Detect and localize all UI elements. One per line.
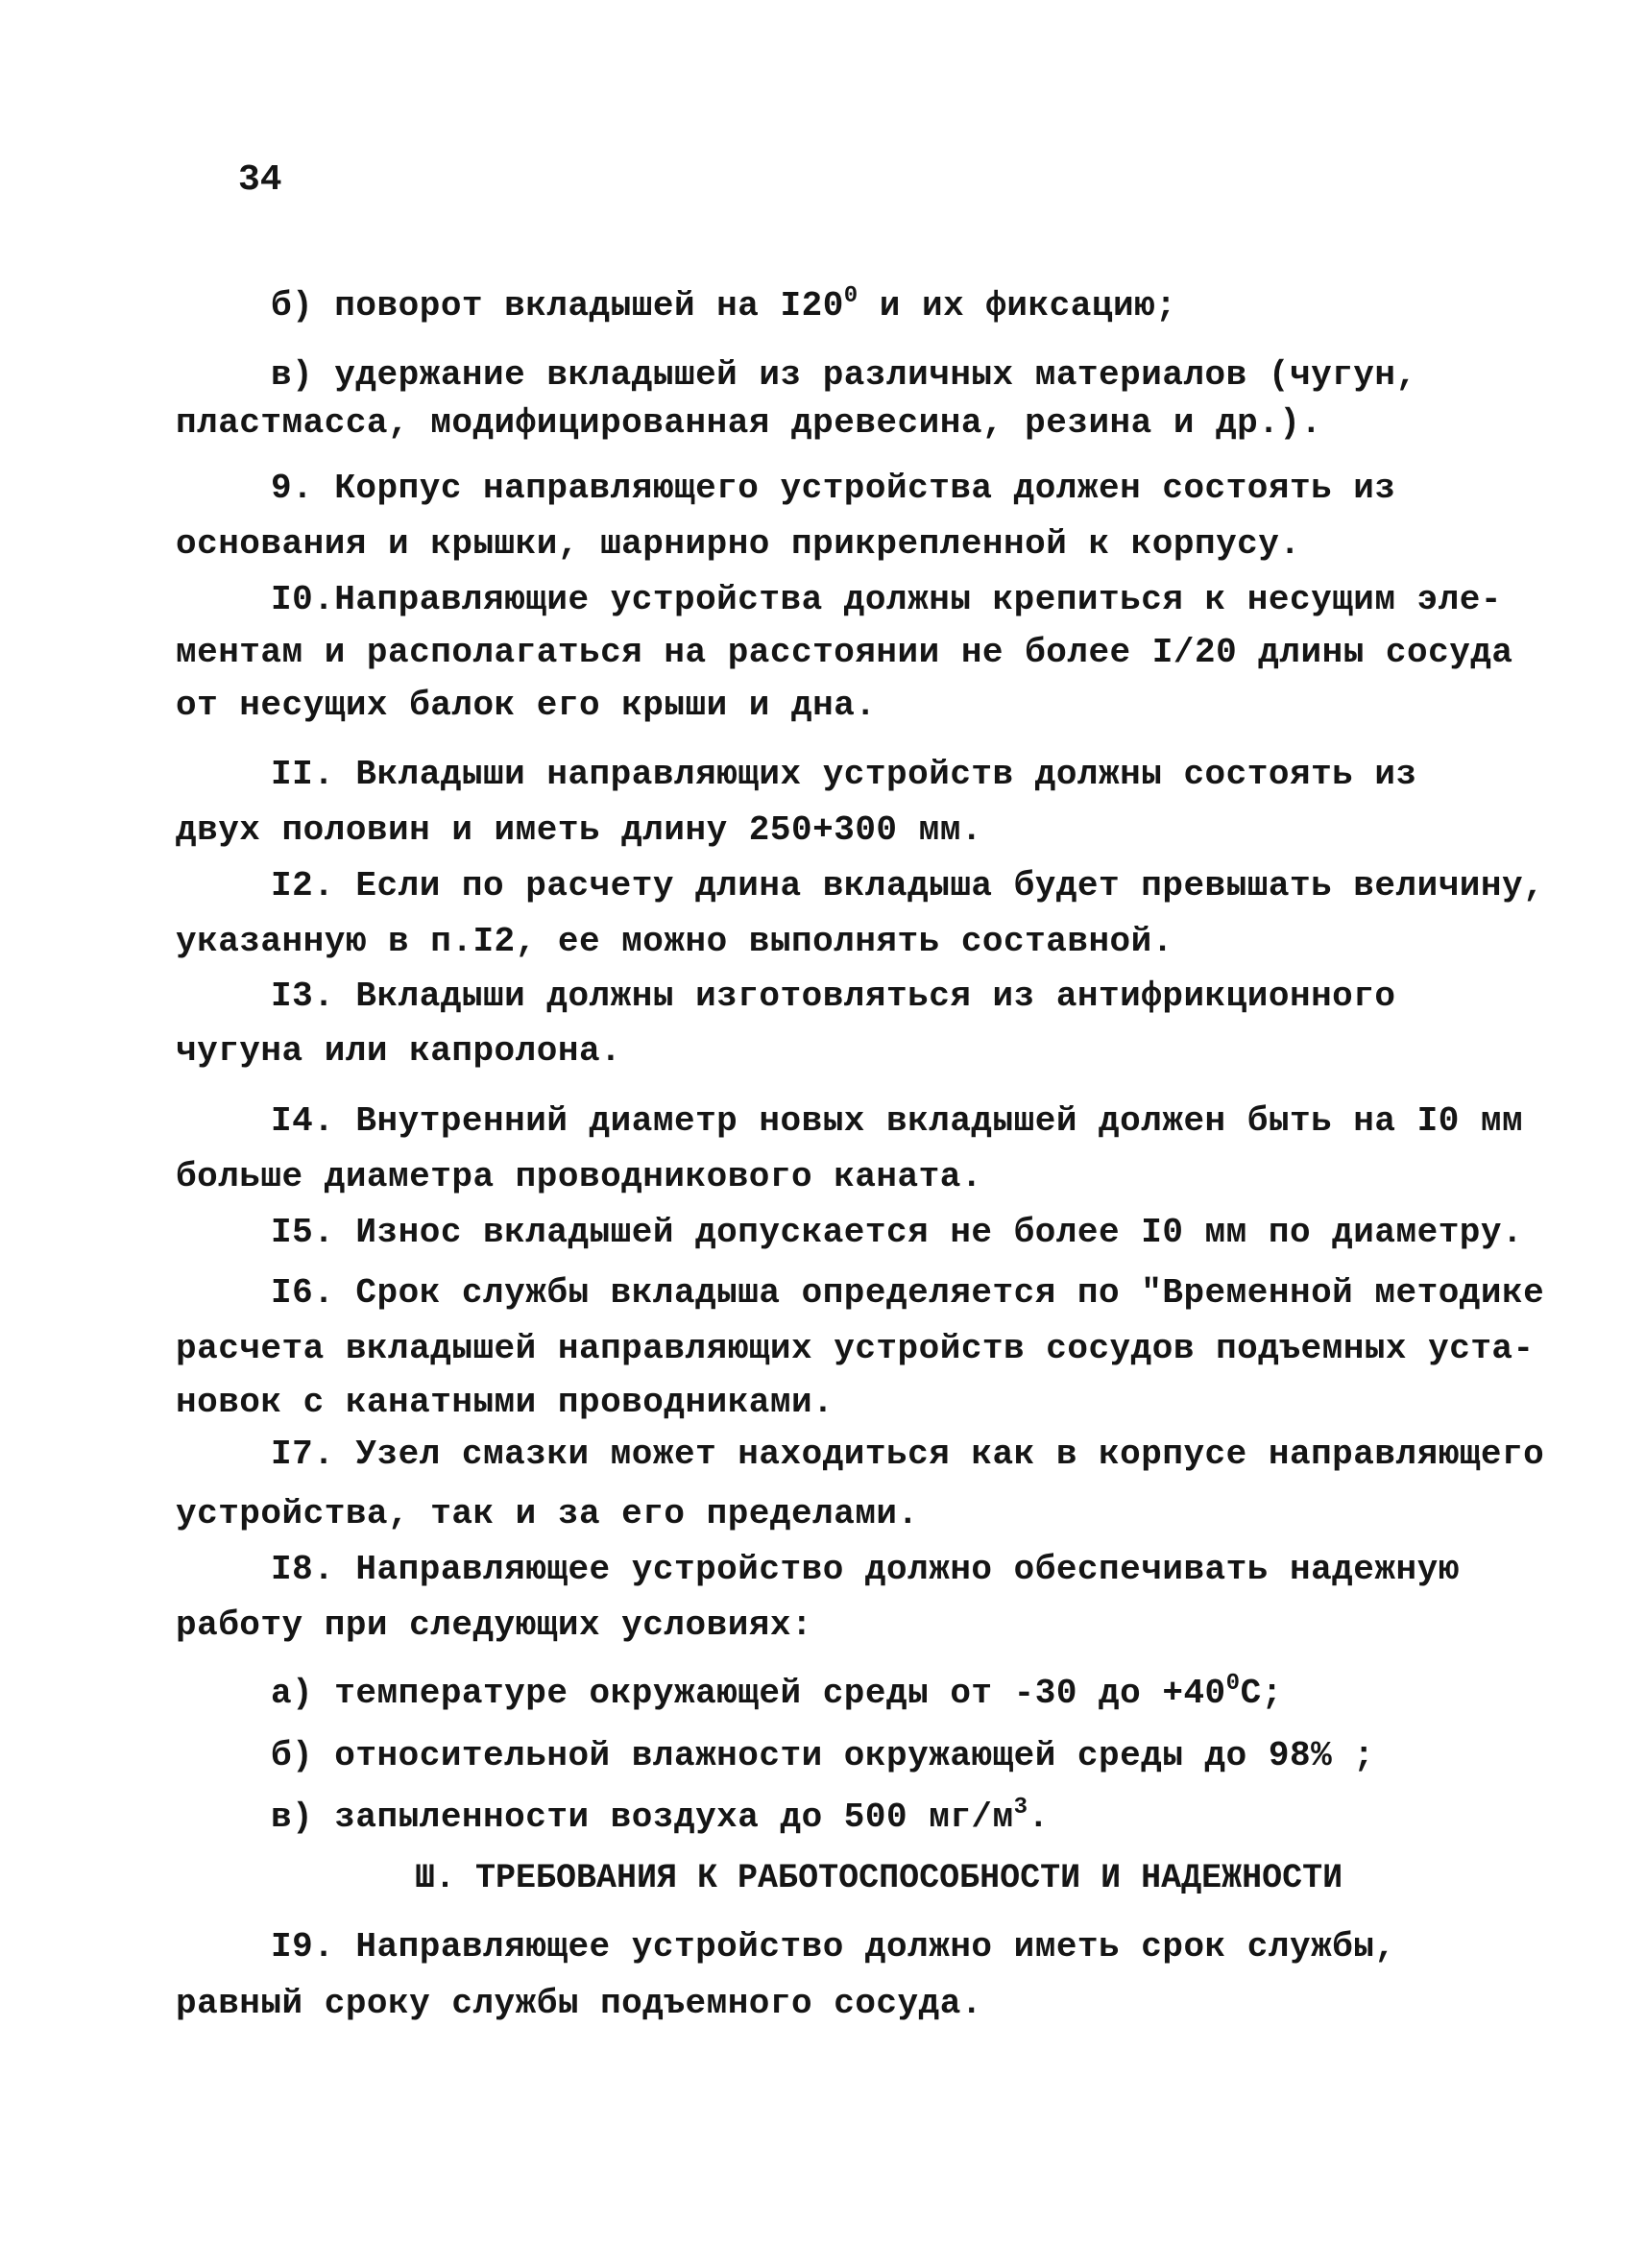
- page-number: 34: [238, 159, 282, 201]
- paragraph-10: I0.Направляющие устройства должны крепиться к несущим эле-: [271, 580, 1503, 619]
- condition-dust: в) запыленности воздуха до 500 $мг/м^3$.: [271, 1795, 1050, 1837]
- paragraph-12: I2. Если по расчету длина вкладыша будет превышать величину,: [271, 866, 1545, 905]
- text-line: основания и крышки, шарнирно прикрепленной к корпусу.: [176, 524, 1301, 564]
- text-line: указанную в п.I2, ее можно выполнять составной.: [176, 922, 1173, 961]
- paragraph-9: 9. Корпус направляющего устройства должен состоять из: [271, 469, 1396, 508]
- condition-temperature: а) температуре окружающей среды от -30 до $+40^0С$;: [271, 1671, 1283, 1713]
- paragraph-19: I9. Направляющее устройство должно иметь срок службы,: [271, 1927, 1396, 1966]
- text-line: работу при следующих условиях:: [176, 1605, 813, 1645]
- paragraph-18: I8. Направляющее устройство должно обеспечивать надежную: [271, 1550, 1460, 1589]
- text-line: устройства, так и за его пределами.: [176, 1494, 919, 1533]
- text-line: от несущих балок его крыши и дна.: [176, 686, 877, 725]
- paragraph-11: II. Вкладыши направляющих устройств должны состоять из: [271, 755, 1417, 794]
- text-line: расчета вкладышей направляющих устройств сосудов подъемных уста-: [176, 1329, 1535, 1368]
- paragraph-14: I4. Внутренний диаметр новых вкладышей должен быть на I0 мм: [271, 1101, 1524, 1141]
- paragraph-13: I3. Вкладыши должны изготовляться из антифрикционного: [271, 977, 1396, 1016]
- text-line: в) удержание вкладышей из различных материалов (чугун,: [271, 355, 1417, 395]
- text-line: новок с канатными проводниками.: [176, 1383, 835, 1422]
- section-heading: Ш. ТРЕБОВАНИЯ К РАБОТОСПОСОБНОСТИ И НАДЕЖНОСТИ: [415, 1859, 1343, 1897]
- paragraph-15: I5. Износ вкладышей допускается не более I0 мм по диаметру.: [271, 1213, 1524, 1252]
- text-line: больше диаметра проводникового каната.: [176, 1157, 982, 1196]
- paragraph-16: I6. Срок службы вкладыша определяется по "Временной методике: [271, 1273, 1545, 1313]
- text-line: двух половин и иметь длину 250+300 мм.: [176, 810, 982, 850]
- text-line: пластмасса, модифицированная древесина, резина и др.).: [176, 403, 1322, 443]
- condition-humidity: б) относительной влажности окружающей среды до 98% ;: [271, 1736, 1375, 1775]
- text-line: равный сроку службы подъемного сосуда.: [176, 1984, 982, 2023]
- paragraph-17: I7. Узел смазки может находиться как в корпусе направляющего: [271, 1435, 1545, 1474]
- text-line-item-b-rotation: б) поворот вкладышей на $I20^0$ и их фиксацию;: [271, 283, 1177, 326]
- text-line: чугуна или капролона.: [176, 1031, 622, 1071]
- text-line: ментам и располагаться на расстоянии не более I/20 длины сосуда: [176, 633, 1513, 672]
